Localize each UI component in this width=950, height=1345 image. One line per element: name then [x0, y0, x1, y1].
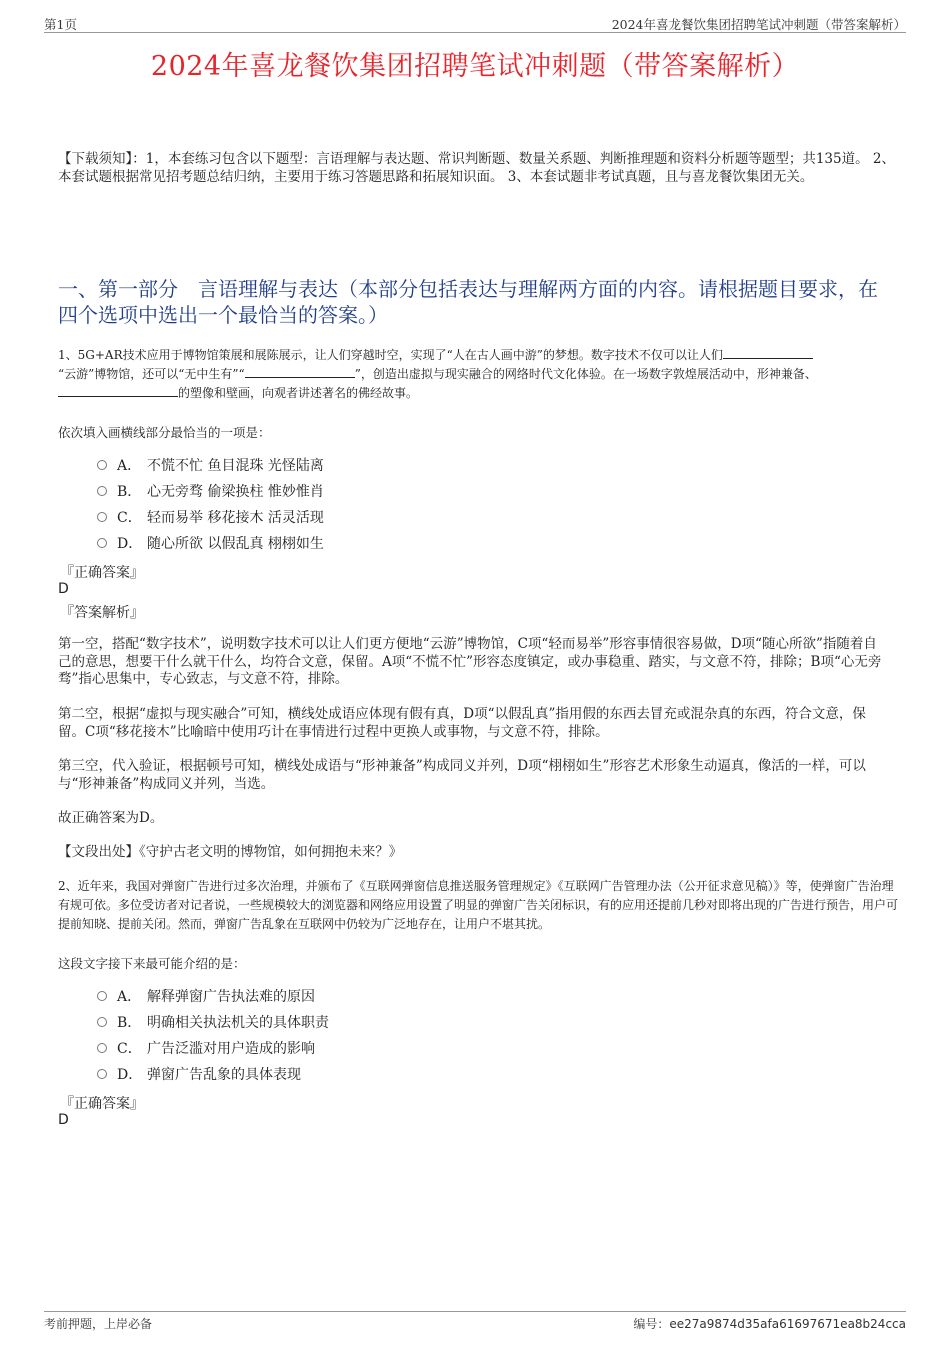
q2-answer: D: [58, 1112, 69, 1128]
q1-conclusion: 故正确答案为D。: [58, 810, 164, 826]
page-header: [44, 15, 906, 33]
radio-icon[interactable]: [97, 538, 107, 548]
q1-analysis-para-3: 第三空，代入验证，根据顿号可知，横线处成语与“形神兼备”构成同义并列，D项“栩栩如生”形容艺术形象生动逼真，像活的一样，可以与“形神兼备”构成同义并列，当选。: [58, 758, 866, 792]
radio-icon[interactable]: [97, 486, 107, 496]
header-doc-title: 2024年喜龙餐饮集团招聘笔试冲刺题（带答案解析）: [611, 17, 906, 32]
radio-icon[interactable]: [97, 1017, 107, 1027]
section-heading: 一、第一部分 言语理解与表达（本部分包括表达与理解两方面的内容。请根据题目要求，在四个选项中选出一个最恰当的答案。）: [58, 277, 878, 327]
radio-icon[interactable]: [97, 1043, 107, 1053]
radio-icon[interactable]: [97, 512, 107, 522]
document-title: 2024年喜龙餐饮集团招聘笔试冲刺题（带答案解析）: [150, 51, 800, 82]
q1-source: 【文段出处】《守护古老文明的博物馆，如何拥抱未来？》: [58, 844, 403, 860]
question-1-stem: 1、5G+AR技术应用于博物馆策展和展陈展示，让人们穿越时空，实现了“人在古人画中游”的梦想。数字技术不仅可以让人们 “云游”博物馆，还可以“无中生有”“ ”，创造出虚拟与现实融合的网络时代文化体验。在一场数字敦煌展活动中，形神兼备、 的塑像和壁画，向观者讲述著名的佛经故事。: [58, 348, 817, 400]
blank-1: [723, 346, 813, 359]
q1-option-b[interactable]: B． 心无旁骛 偷梁换柱 惟妙惟肖: [97, 482, 324, 502]
question-2-prompt: 这段文字接下来最可能介绍的是：: [58, 956, 246, 971]
blank-3: [58, 384, 178, 397]
download-notice: 【下载须知】：1，本套练习包含以下题型：言语理解与表达题、常识判断题、数量关系题、判断推理题和资料分析题等题型；共135道。 2、本套试题根据常见招考题总结归纳，主要用于练习答题思路和拓展知识面。 3、本套试题非考试真题，且与喜龙餐饮集团无关。: [58, 151, 895, 185]
question-1-prompt: 依次填入画横线部分最恰当的一项是：: [58, 425, 271, 440]
q1-option-a[interactable]: A． 不慌不忙 鱼目混珠 光怪陆离: [97, 456, 324, 476]
blank-2: [245, 365, 355, 378]
radio-icon[interactable]: [97, 1069, 107, 1079]
q2-option-a[interactable]: A． 解释弹窗广告执法难的原因: [97, 987, 315, 1007]
q1-analysis-para-1: 第一空，搭配“数字技术”，说明数字技术可以让人们更方便地“云游”博物馆，C项“轻而易举”形容事情很容易做，D项“随心所欲”指随着自己的意思，想要干什么就干什么，均符合文意，保留。A项“不慌不忙”形容态度镇定，或办事稳重、踏实，与文意不符，排除；B项“心无旁骛”指心思集中，专心致志，与文意不符，排除。: [58, 636, 882, 687]
page-footer: [44, 1311, 906, 1332]
radio-icon[interactable]: [97, 460, 107, 470]
q2-option-c[interactable]: C． 广告泛滥对用户造成的影响: [97, 1039, 315, 1059]
footer-code: 编号：ee27a9874d35afa61697671ea8b24cca: [633, 1317, 906, 1331]
radio-icon[interactable]: [97, 991, 107, 1001]
q1-analysis-label: 『答案解析』: [60, 605, 144, 621]
q1-answer-label: 『正确答案』: [60, 565, 144, 581]
q2-option-d[interactable]: D． 弹窗广告乱象的具体表现: [97, 1065, 301, 1085]
footer-slogan: 考前押题，上岸必备: [44, 1317, 153, 1331]
q1-analysis-para-2: 第二空，根据“虚拟与现实融合”可知，横线处成语应体现有假有真，D项“以假乱真”指用假的东西去冒充或混杂真的东西，符合文意，保留。C项“移花接木”比喻暗中使用巧计在事情进行过程中更换人或事物，与文意不符，排除。: [58, 706, 866, 740]
q2-answer-label: 『正确答案』: [60, 1096, 144, 1112]
question-2-stem: 2、近年来，我国对弹窗广告进行过多次治理，并颁布了《互联网弹窗信息推送服务管理规定》《互联网广告管理办法（公开征求意见稿）》等，使弹窗广告治理有规可依。多位受访者对记者说，一些规模较大的浏览器和网络应用设置了明显的弹窗广告关闭标识，有的应用还提前几秒对即将出现的广告进行预告，用户可提前知晓、提前关闭。然而，弹窗广告乱象在互联网中仍较为广泛地存在，让用户不堪其扰。: [58, 879, 899, 931]
page-number: 第1页: [44, 17, 77, 32]
q2-option-b[interactable]: B． 明确相关执法机关的具体职责: [97, 1013, 329, 1033]
q1-option-c[interactable]: C． 轻而易举 移花接木 活灵活现: [97, 508, 324, 528]
q1-option-d[interactable]: D． 随心所欲 以假乱真 栩栩如生: [97, 534, 324, 554]
q1-answer: D: [58, 581, 69, 597]
